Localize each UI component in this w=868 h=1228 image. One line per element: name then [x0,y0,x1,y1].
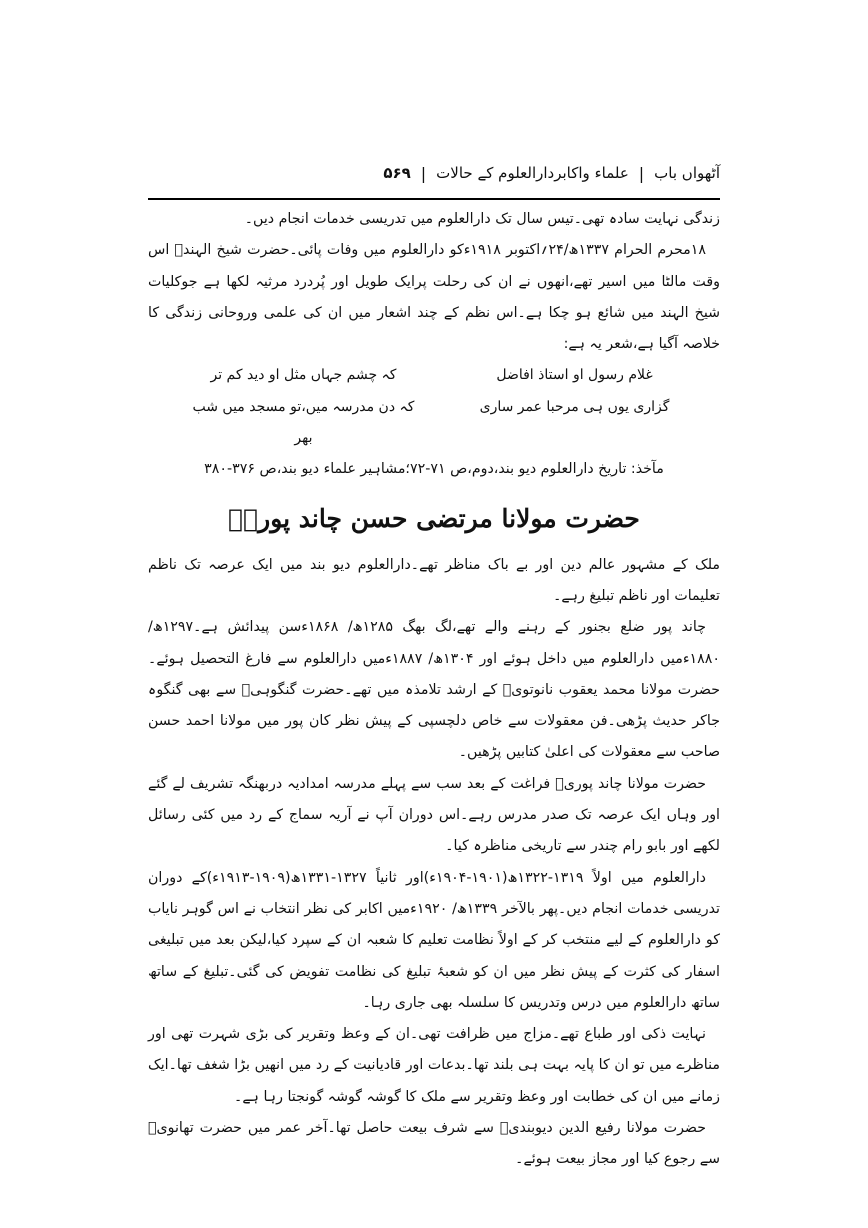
poem-couplet [148,360,720,391]
section-label: علماء واکابردارالعلوم کے حالات [436,164,629,182]
chapter-label: آٹھواں باب [654,164,720,182]
paragraph: ملک کے مشہور عالم دین اور بے باک مناظر تھے۔دارالعلوم دیو بند میں ایک عرصہ تک ناظم تعلیمات اور ناظم تبلیغ رہے۔ [148,556,720,604]
poem-hemistich: غلام رسول او استاذ افاضل [496,367,653,384]
poem [148,360,720,454]
poem-hemistich: گزاری یوں ہی مرحبا عمر ساری [479,398,670,415]
poem-hemistich: کہ دن مدرسہ میں،تو مسجد میں شب بھر [192,398,415,447]
poem-couplet [148,392,720,455]
page-number: ۵۶۹ [383,164,411,182]
poem-hemistich: کہ چشم جہاں مثل او دید کم تر [210,367,397,384]
header-rule [148,198,720,200]
paragraph: زندگی نہایت سادہ تھی۔تیس سال تک دارالعلوم میں تدریسی خدمات انجام دیں۔ [244,211,720,227]
section-title: حضرت مولانا مرتضی حسن چاند پوریؒ [228,503,640,533]
source-citation: مآخذ: تاریخ دارالعلوم دیو بند،دوم،ص ۷۱-۷۲؛مشاہیر علماء دیو بند،ص ۳۷۶-۳۸۰ [204,461,664,478]
header-separator-2: | [420,163,427,183]
paragraph: نہایت ذکی اور طباع تھے۔مزاج میں ظرافت تھی۔ان کے وعظ وتقریر کی بڑی شہرت تھی اور مناظرے میں تو ان کا پایہ بہت ہی بلند تھا۔بدعات اور قادیانیت کے رد میں انھیں بڑا شغف تھا۔ایک زمانے میں ان کی خطابت اور وعظ وتقریر سے ملک کا گوشہ گوشہ گونجتا رہا ہے۔ [148,1026,720,1105]
paragraph: حضرت مولانا چاند پوریؒ فراغت کے بعد سب سے پہلے مدرسہ امدادیہ دربھنگہ تشریف لے گئے اور وہاں ایک عرصہ تک صدر مدرس رہے۔اس دوران آپ نے آریہ سماج کے رد میں کئی رسائل لکھے اور بابو رام چندر سے تاریخی مناظرہ کیا۔ [148,775,720,855]
running-header [148,156,720,190]
paragraph: ۱۸محرم الحرام ۱۳۳۷ھ/۲۴؍اکتوبر ۱۹۱۸ءکو دارالعلوم میں وفات پائی۔حضرت شیخ الہندؒ اس وقت مالٹا میں اسیر تھے،انھوں نے ان کی رحلت پرایک طویل اور پُردرد مرثیہ لکھا ہے جوکلیات شیخ الہند میں شائع ہو چکا ہے۔اس نظم کے چند اشعار میں ان کی علمی وروحانی زندگی کا خلاصہ آگیا ہے،شعر یہ ہے: [148,242,720,353]
page-body [148,204,720,1176]
paragraph: دارالعلوم میں اولاً ۱۳۱۹-۱۳۲۲ھ(۱۹۰۱-۱۹۰۴ء)اور ثانیاً ۱۳۲۷-۱۳۳۱ھ(۱۹۰۹-۱۹۱۳ء)کے دوران تدریسی خدمات انجام دیں۔پھر بالآخر ۱۳۳۹ھ/ ۱۹۲۰ءمیں اکابر کی نظر انتخاب نے اس گوہر نایاب کو دارالعلوم کے لیے منتخب کر کے اولاً نظامت تعلیم کا شعبہ ان کے سپرد کیا،لیکن بعد میں تبلیغی اسفار کی کثرت کے پیش نظر میں ان کو شعبۂ تبلیغ کی نظامت تفویض کی گئی۔تبلیغ کے ساتھ ساتھ دارالعلوم میں درس وتدریس کا سلسلہ بھی جاری رہا۔ [148,869,721,1011]
paragraph: حضرت مولانا رفیع الدین دیوبندیؒ سے شرف بیعت حاصل تھا۔آخر عمر میں حضرت تھانویؒ سے رجوع کیا اور مجاز بیعت ہوئے۔ [148,1120,720,1168]
paragraph: چاند پور ضلع بجنور کے رہنے والے تھے،لگ بھگ ۱۲۸۵ھ/ ۱۸۶۸ءسن پیدائش ہے۔۱۲۹۷ھ/۱۸۸۰ءمیں دارالعلوم میں داخل ہوئے اور ۱۳۰۴ھ/ ۱۸۸۷ءمیں دارالعلوم سے فارغ التحصیل ہوئے۔حضرت مولانا محمد یعقوب نانوتویؒ کے ارشد تلامذہ میں تھے۔حضرت گنگوہیؒ سے بھی گنگوہ جاکر حدیث پڑھی۔فن معقولات سے خاص دلچسپی کے پیش نظر کان پور میں مولانا احمد حسن صاحب سے معقولات کی اعلیٰ کتابیں پڑھیں۔ [148,619,720,761]
header-separator: | [638,163,645,183]
